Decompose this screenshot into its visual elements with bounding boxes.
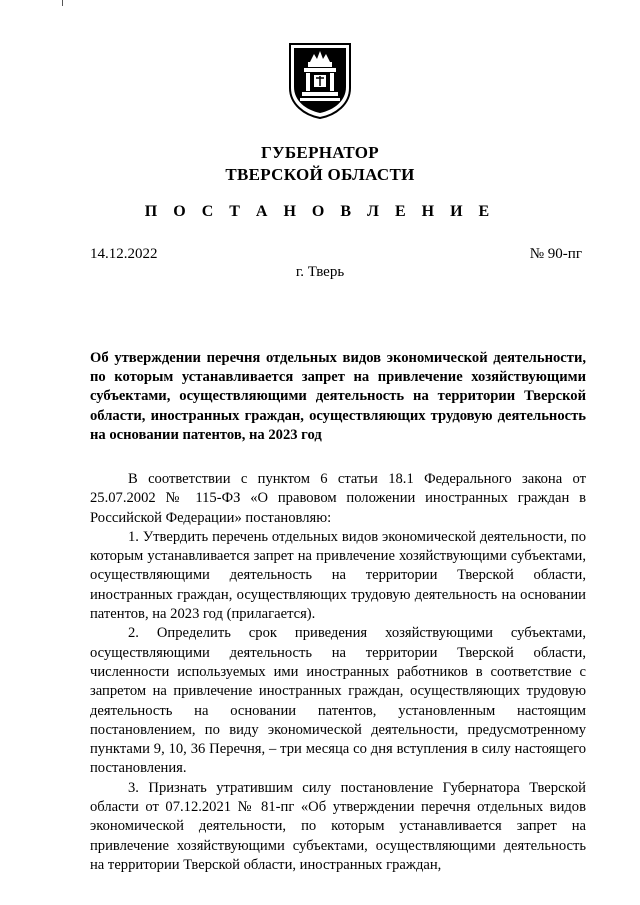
item-3-paragraph: 3. Признать утратившим силу постановление Губернатора Тверской области от 07.12.2021 № 81-пг «Об утверждении перечня отдельных видов экономической деятельности, по которым устанавливается запрет на привлечение хозяйствующими субъектами, осуществляющими деятельность на территории Тверской области, иностранных граждан, [90, 779, 586, 873]
document-body [90, 470, 586, 875]
document-date: 14.12.2022 [90, 246, 158, 262]
authority-title-line1: ГУБЕРНАТОР [261, 143, 379, 162]
scan-mark [62, 0, 63, 6]
document-number: № 90-пг [529, 246, 582, 262]
item-1-paragraph: 1. Утвердить перечень отдельных видов экономической деятельности, по которым устанавливается запрет на привлечение хозяйствующими субъектами, осуществляющими деятельность на территории Тверской области, иностранных граждан, осуществляющих трудовую деятельность на основании патентов, на 2023 год (прилагается). [90, 528, 586, 623]
intro-paragraph: В соответствии с пунктом 6 статьи 18.1 Федерального закона от 25.07.2002 № 115-ФЗ «О правовом положении иностранных граждан в Российской Федерации» постановляю: [90, 471, 586, 526]
document-type-title: П О С Т А Н О В Л Е Н И Е [144, 203, 496, 220]
document-city: г. Тверь [295, 264, 345, 280]
item-2-paragraph: 2. Определить срок приведения хозяйствующими субъектами, осуществляющими деятельность на территории Тверской области, численности используемых ими иностранных работников в соответствие с запретом на привлечение иностранных граждан, осуществляющих трудовую деятельность на основании патентов, установленным настоящим постановлением, по виду экономической деятельности, предусмотренному пунктами 9, 10, 36 Перечня, – три месяца со дня вступления в силу настоящего постановления. [90, 625, 586, 777]
tver-oblast-coat-of-arms-icon [288, 42, 352, 120]
document-subject: Об утверждении перечня отдельных видов экономической деятельности, по которым устанавливается запрет на привлечение хозяйствующими субъектами, осуществляющими деятельность на территории Тверской области, иностранных граждан, осуществляющих трудовую деятельность на основании патентов, на 2023 год [90, 350, 586, 443]
authority-title-line2: ТВЕРСКОЙ ОБЛАСТИ [225, 165, 415, 184]
